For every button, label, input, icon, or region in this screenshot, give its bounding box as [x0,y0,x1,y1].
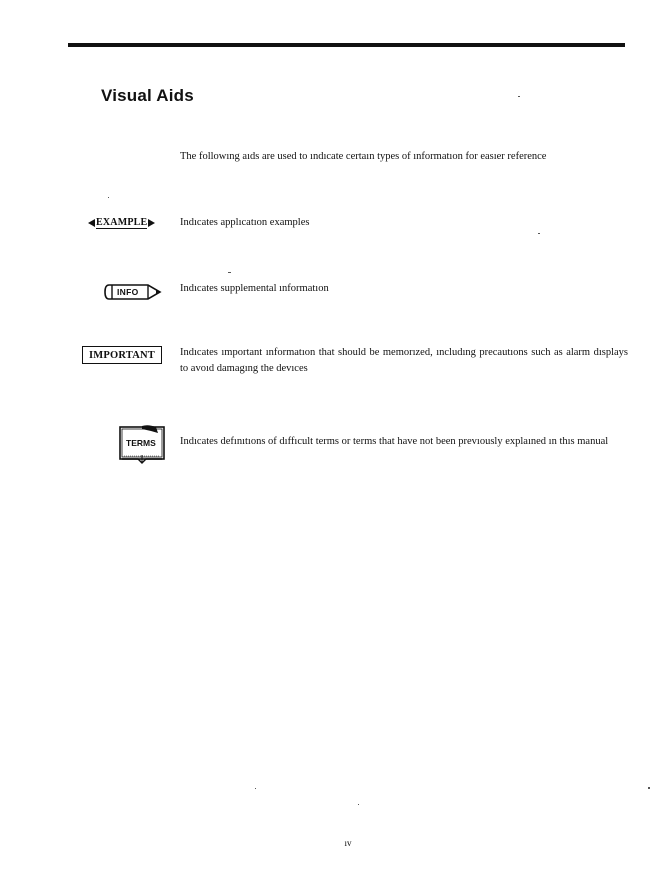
scan-speck [358,804,359,805]
scan-speck [648,787,650,789]
intro-text: The followıng aıds are used to ındıcate certaın types of ınformatıon for easıer reference [180,151,547,162]
scan-speck [228,272,231,273]
info-marker-label: INFO [117,287,139,297]
scan-speck [108,197,109,198]
example-marker-label: EXAMPLE [96,217,148,228]
header-rule [68,43,625,47]
page-title: Visual Aids [101,86,194,105]
scan-speck [518,96,520,97]
scan-speck [538,233,540,234]
arrow-left-icon [88,219,95,227]
example-marker [88,217,155,229]
example-description: Indıcates applıcatıon examples [180,217,310,228]
terms-marker-label: TERMS [126,438,156,448]
terms-description: Indıcates defınıtıons of dıffıcult terms or terms that have not been prevıously explaıned ın thıs manual [180,436,609,447]
important-marker-label: IMPORTANT [89,349,155,361]
important-marker [82,346,162,364]
info-description: Indıcates supplemental ınformatıon [180,283,329,294]
arrow-right-icon [148,219,155,227]
important-description: Indıcates ımportant ınformatıon that should be memorızed, ıncludıng precautıons such as alarm dısplays to avoıd damagıng the devıces [180,347,628,374]
scan-speck [255,788,256,789]
page-number: ıv [344,838,352,848]
